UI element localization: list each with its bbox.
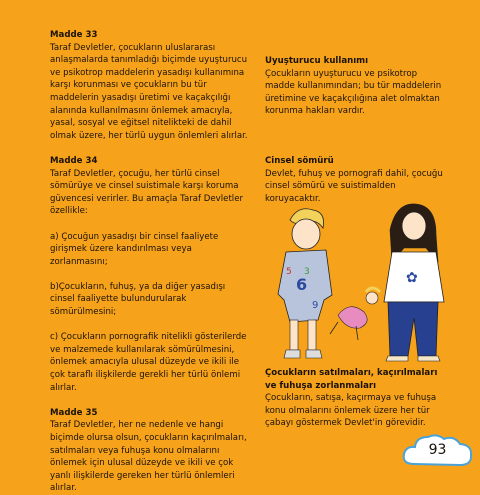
madde34-item-b: b)Çocukların, fuhuş, ya da diğer yasadışı cinsel faaliyette bulundurularak sömürülmesini; — [50, 281, 226, 318]
uyusturucu-text: Çocukların uyuşturucu ve psikotrop madde kullanımından; bu tür maddelerin üretimine ve kaçakçılığına alet olmaktan korunma hakları vardır. — [265, 68, 442, 117]
svg-text:3: 3 — [304, 267, 310, 277]
uyusturucu-section — [265, 55, 445, 118]
satilma-text: Çocukların, satışa, kaçırmaya ve fuhuşa konu olmalarını önlemek üzere her tür çabayı göstermek Devlet'in görevidir. — [265, 393, 437, 429]
madde34-heading: Madde 34 — [50, 155, 98, 166]
satilma-heading: Çocukların satılmaları, kaçırılmaları ve fuhuşa zorlanmaları — [265, 368, 438, 391]
madde34-item-a: a) Çocuğun yasadışı bir cinsel faaliyete girişmek üzere kandırılması veya zorlanmasını; — [50, 231, 219, 267]
madde33-heading: Madde 33 — [50, 30, 98, 40]
girl-figure — [384, 204, 444, 361]
svg-text:✿: ✿ — [406, 270, 418, 286]
madde35-heading: Madde 35 — [50, 407, 98, 418]
page-number: 93 — [428, 442, 447, 458]
madde34-item-c: c) Çocukların pornografik nitelikli gösterilerde ve malzemede kullanılarak sömürülmesini, önlemek amacıyla ulusal düzeyde ve ikili ile çok taraflı ilişkilerde gerekli her türlü önlemi alırlar. — [50, 332, 247, 393]
doll-figure — [330, 288, 380, 340]
madde34-intro: Taraf Devletler, çocuğu, her türlü cinsel sömürüye ve cinsel suistimale karşı koruma güvencesi verirler. Bu amaçla Taraf Devletler özellikle: — [50, 168, 244, 217]
madde33-text: Taraf Devletler, çocukların uluslararası anlaşmalarda tanımladığı biçimde uyuşturucu ve psikotrop maddelerin yasadışı kullanımına karşı korunması ve çocukların bu tür maddelerin yasadışı üretimi ve kaçakçılığı alanında kullanılmasını önlemek amacıyla, yasal, sosyal ve eğitsel nitelikteki de dahil olmak üzere, her türlü uygun önlemleri alırlar. — [50, 42, 248, 141]
uyusturucu-heading: Uyuşturucu kullanımı — [265, 56, 369, 66]
cinsel-section — [265, 155, 445, 205]
svg-text:5: 5 — [286, 267, 292, 277]
svg-text:9: 9 — [312, 300, 319, 311]
satilma-section — [265, 367, 445, 430]
children-illustration — [268, 200, 458, 365]
cinsel-heading: Cinsel sömürü — [265, 156, 334, 166]
boy-figure — [278, 209, 332, 358]
madde35-text: Taraf Devletler, her ne nedenle ve hangi biçimde olursa olsun, çocukların kaçırılmaları, satılmaları veya fuhuşa konu olmalarını önlemek için ulusal düzeyde ve ikili ve çok yanlı ilişkilerde gereken her türlü önlemleri alırlar. — [50, 420, 247, 494]
left-column — [50, 29, 250, 495]
svg-text:6: 6 — [296, 275, 308, 294]
cinsel-text: Devlet, fuhuş ve pornografi dahil, çocuğu cinsel sömürü ve suistimalden koruyacaktır. — [265, 168, 443, 204]
